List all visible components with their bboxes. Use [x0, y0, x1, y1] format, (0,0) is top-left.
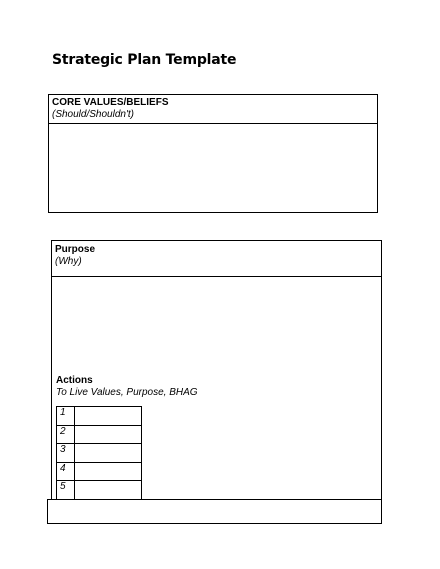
table-row [57, 444, 142, 463]
purpose-box [51, 240, 382, 277]
table-row [57, 481, 142, 500]
action-number: 3 [57, 444, 75, 463]
table-row [57, 425, 142, 444]
purpose-right-border [381, 277, 382, 499]
table-row [57, 407, 142, 426]
action-cell[interactable] [75, 425, 142, 444]
actions-heading: Actions [56, 375, 93, 386]
action-number: 5 [57, 481, 75, 500]
core-values-subheading: (Should/Shouldn't) [52, 109, 134, 120]
action-cell[interactable] [75, 407, 142, 426]
core-values-content-area[interactable] [49, 124, 377, 212]
purpose-subheading: (Why) [55, 256, 82, 267]
page-title: Strategic Plan Template [52, 52, 237, 68]
action-cell[interactable] [75, 481, 142, 500]
action-number: 1 [57, 407, 75, 426]
purpose-heading: Purpose [55, 244, 96, 255]
table-row [57, 462, 142, 481]
bottom-box[interactable] [47, 499, 382, 524]
action-number: 4 [57, 462, 75, 481]
core-values-heading: CORE VALUES/BELIEFS [52, 97, 169, 108]
actions-table [56, 406, 142, 500]
action-cell[interactable] [75, 462, 142, 481]
action-number: 2 [57, 425, 75, 444]
action-cell[interactable] [75, 444, 142, 463]
purpose-content-area[interactable] [52, 278, 381, 374]
actions-subheading: To Live Values, Purpose, BHAG [56, 387, 198, 398]
